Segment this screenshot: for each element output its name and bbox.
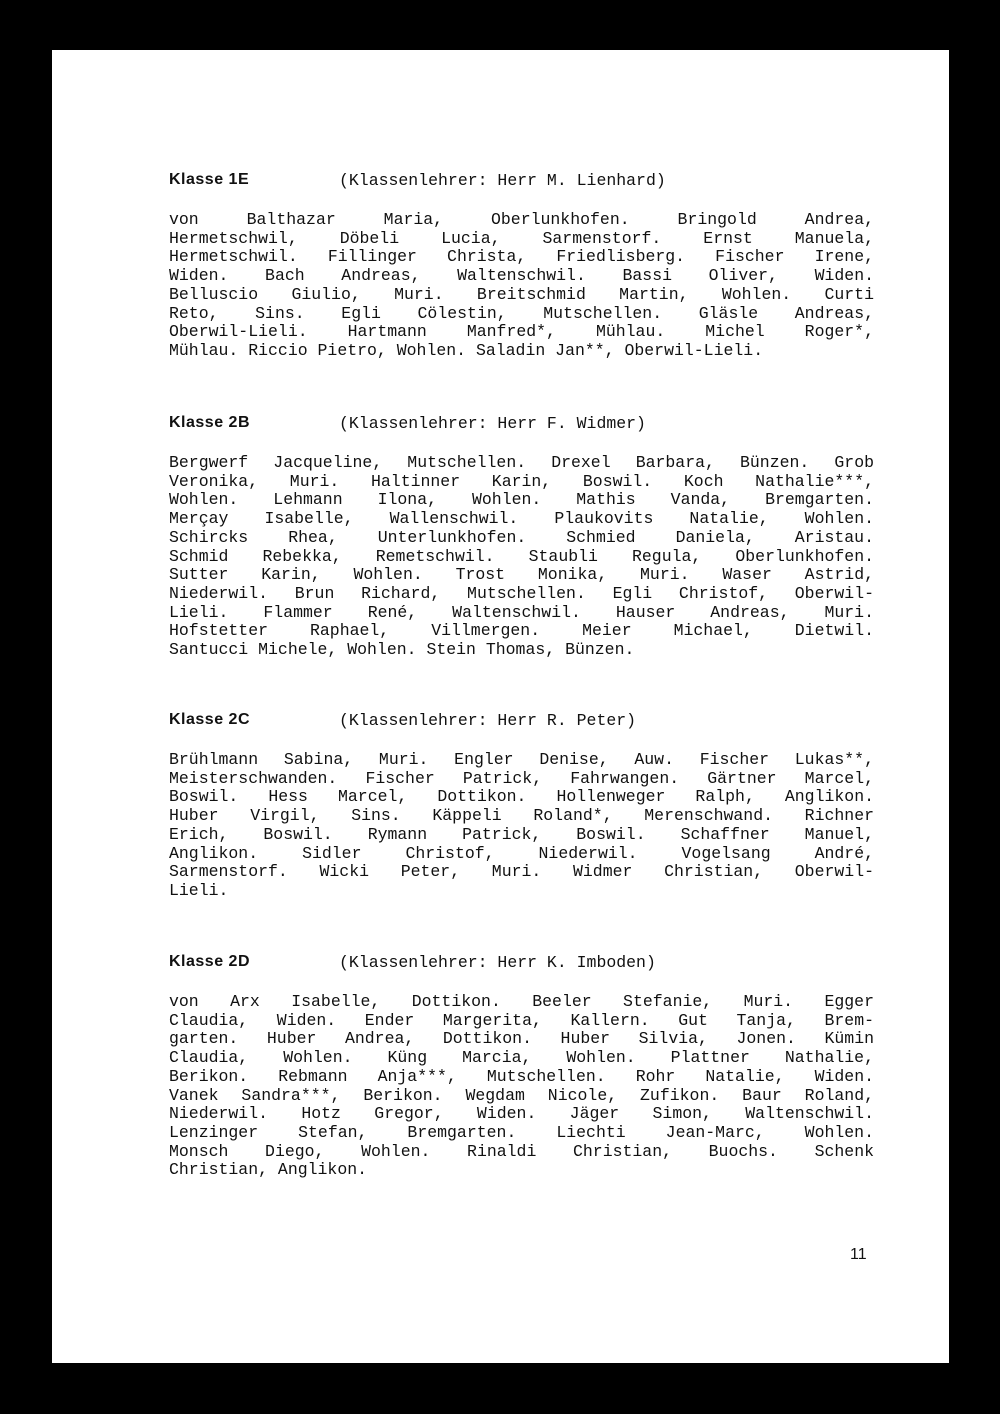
text-line: Erich, Boswil. Rymann Patrick, Boswil. Schaffner Manuel, — [169, 824, 874, 844]
text-line: Wohlen. Lehmann Ilona, Wohlen. Mathis Vanda, Bremgarten. — [169, 490, 874, 510]
section-heading — [169, 711, 874, 731]
text-line: von Balthazar Maria, Oberlunkhofen. Bringold Andrea, — [169, 210, 874, 229]
text-line: Oberwil-Lieli. Hartmann Manfred*, Mühlau. Michel Roger*, — [169, 322, 874, 342]
class-title: Klasse 2C — [169, 711, 250, 728]
student-list — [169, 751, 874, 901]
page-number: 11 — [850, 1246, 867, 1263]
class-title: Klasse 1E — [169, 171, 250, 188]
section-klasse-1e — [169, 171, 874, 361]
text-line: Claudia, Wohlen. Küng Marcia, Wohlen. Plattner Nathalie, — [169, 1048, 874, 1068]
text-line: Brühlmann Sabina, Muri. Engler Denise, Auw. Fischer Lukas**, — [169, 750, 874, 769]
section-klasse-2c — [169, 711, 874, 901]
text-line: Lenzinger Stefan, Bremgarten. Liechti Jean-Marc, Wohlen. — [169, 1122, 874, 1142]
text-line: Huber Virgil, Sins. Käppeli Roland*, Merenschwand. Richner — [169, 806, 874, 826]
student-list — [169, 993, 874, 1180]
text-line: Veronika, Muri. Haltinner Karin, Boswil. Koch Nathalie***, — [169, 471, 874, 491]
text-line: Merçay Isabelle, Wallenschwil. Plaukovits Natalie, Wohlen. — [169, 509, 874, 529]
class-title: Klasse 2B — [169, 414, 250, 431]
section-heading — [169, 171, 874, 191]
text-line: Vanek Sandra***, Berikon. Wegdam Nicole, Zufikon. Baur Roland, — [169, 1085, 874, 1105]
teacher-label: (Klassenlehrer: Herr R. Peter) — [339, 711, 637, 730]
text-line: Belluscio Giulio, Muri. Breitschmid Martin, Wohlen. Curti — [169, 284, 874, 304]
text-line: Widen. Bach Andreas, Waltenschwil. Bassi Oliver, Widen. — [169, 266, 874, 286]
text-line: Christian, Anglikon. — [169, 1160, 368, 1180]
text-line: Santucci Michele, Wohlen. Stein Thomas, Bünzen. — [169, 640, 635, 660]
text-line: Mühlau. Riccio Pietro, Wohlen. Saladin Jan**, Oberwil-Lieli. — [169, 340, 764, 360]
section-heading — [169, 953, 874, 973]
text-line: Sutter Karin, Wohlen. Trost Monika, Muri. Waser Astrid, — [169, 565, 874, 585]
teacher-label: (Klassenlehrer: Herr K. Imboden) — [339, 953, 656, 972]
section-heading — [169, 414, 874, 434]
text-line: Hermetschwil, Döbeli Lucia, Sarmenstorf. Ernst Manuela, — [169, 228, 874, 248]
teacher-label: (Klassenlehrer: Herr F. Widmer) — [339, 414, 646, 433]
text-line: Berikon. Rebmann Anja***, Mutschellen. Rohr Natalie, Widen. — [169, 1066, 874, 1086]
section-klasse-2d — [169, 953, 874, 1180]
text-line: Monsch Diego, Wohlen. Rinaldi Christian, Buochs. Schenk — [169, 1141, 874, 1161]
text-line: Meisterschwanden. Fischer Patrick, Fahrwangen. Gärtner Marcel, — [169, 768, 874, 788]
section-klasse-2b — [169, 414, 874, 660]
teacher-label: (Klassenlehrer: Herr M. Lienhard) — [339, 171, 666, 190]
text-line: Hofstetter Raphael, Villmergen. Meier Michael, Dietwil. — [169, 621, 874, 641]
text-line: von Arx Isabelle, Dottikon. Beeler Stefanie, Muri. Egger — [169, 992, 874, 1011]
text-line: Lieli. Flammer René, Waltenschwil. Hauser Andreas, Muri. — [169, 602, 874, 622]
text-line: Bergwerf Jacqueline, Mutschellen. Drexel Barbara, Bünzen. Grob — [169, 453, 874, 472]
student-list — [169, 454, 874, 660]
text-line: Sarmenstorf. Wicki Peter, Muri. Widmer Christian, Oberwil- — [169, 862, 874, 882]
text-line: Niederwil. Brun Richard, Mutschellen. Egli Christof, Oberwil- — [169, 583, 874, 603]
student-list — [169, 211, 874, 361]
text-line: Schircks Rhea, Unterlunkhofen. Schmied Daniela, Aristau. — [169, 527, 874, 547]
text-line: Lieli. — [169, 880, 229, 900]
text-line: Claudia, Widen. Ender Margerita, Kallern. Gut Tanja, Brem- — [169, 1010, 874, 1030]
text-line: Boswil. Hess Marcel, Dottikon. Hollenweger Ralph, Anglikon. — [169, 787, 874, 807]
text-line: Hermetschwil. Fillinger Christa, Friedlisberg. Fischer Irene, — [169, 247, 874, 267]
class-title: Klasse 2D — [169, 953, 250, 970]
text-line: Reto, Sins. Egli Cölestin, Mutschellen. Gläsle Andreas, — [169, 303, 874, 323]
text-line: garten. Huber Andrea, Dottikon. Huber Silvia, Jonen. Kümin — [169, 1029, 874, 1049]
document-page — [52, 50, 949, 1363]
text-line: Schmid Rebekka, Remetschwil. Staubli Regula, Oberlunkhofen. — [169, 546, 874, 566]
text-line: Anglikon. Sidler Christof, Niederwil. Vogelsang André, — [169, 843, 874, 863]
text-line: Niederwil. Hotz Gregor, Widen. Jäger Simon, Waltenschwil. — [169, 1104, 874, 1124]
